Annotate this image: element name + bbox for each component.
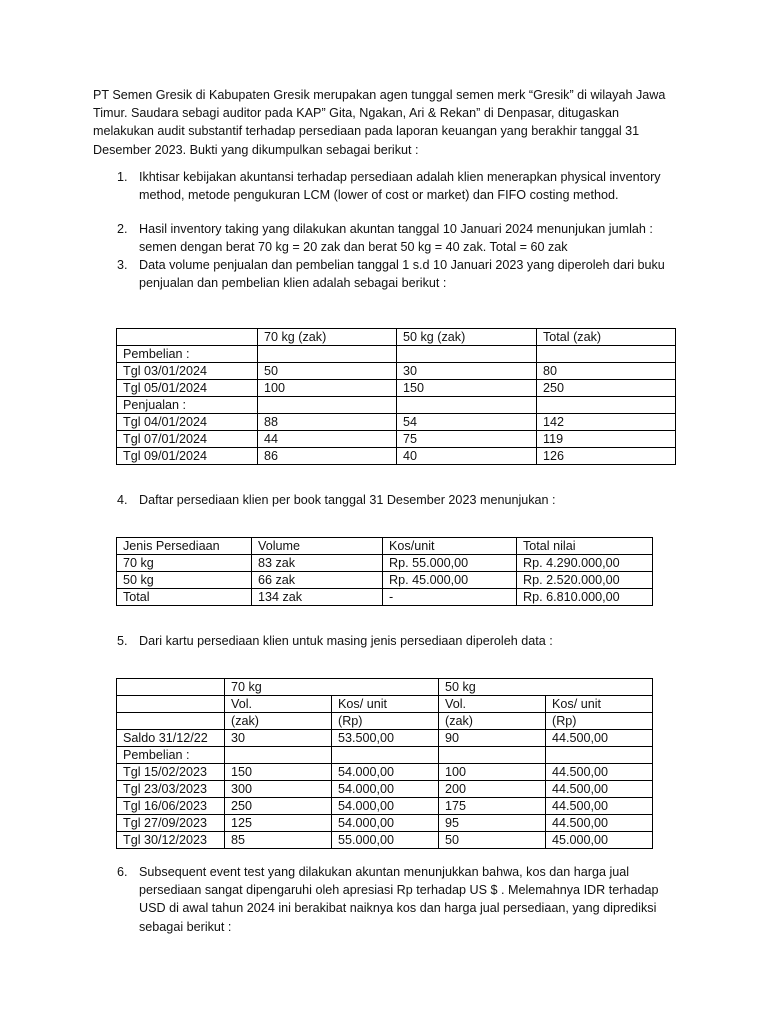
table-cell: 200: [439, 781, 546, 798]
table-cell: 44.500,00: [546, 798, 653, 815]
table-cell: Total nilai: [517, 538, 653, 555]
sales-purchase-table: [116, 328, 676, 465]
table-cell: [537, 397, 676, 414]
table-cell: 66 zak: [252, 572, 383, 589]
table-cell: Tgl 05/01/2024: [117, 380, 258, 397]
table-cell: 53.500,00: [332, 730, 439, 747]
list-item-text: Ikhtisar kebijakan akuntansi terhadap persediaan adalah klien menerapkan physical inventory method, metode pengukuran LCM (lower of cost or market) dan FIFO costing method.: [139, 170, 661, 203]
table-row: [117, 798, 653, 815]
intro-paragraph: PT Semen Gresik di Kabupaten Gresik merupakan agen tunggal semen merk “Gresik” di wilayah Jawa Timur. Saudara sebagi auditor pada KAP” Gita, Ngakan, Ari & Rekan” di Denpasar, ditugaskan melakukan audit substantif terhadap persediaan pada laporan keuangan yang berakhir tanggal 31 Desember 2023. Bukti yang dikumpulkan sebagai berikut :: [93, 88, 666, 157]
table-cell: 134 zak: [252, 589, 383, 606]
table-cell: 40: [397, 448, 537, 465]
table-row: [117, 730, 653, 747]
table-cell: Jenis Persediaan: [117, 538, 252, 555]
table-cell: 126: [537, 448, 676, 465]
table-row: [117, 555, 653, 572]
table-cell: Pembelian :: [117, 747, 225, 764]
table-cell: 50: [258, 363, 397, 380]
table-cell: [258, 397, 397, 414]
table-cell: 44.500,00: [546, 815, 653, 832]
table-row: [117, 815, 653, 832]
table-cell: 90: [439, 730, 546, 747]
list-item-number: 2.: [117, 222, 128, 236]
table-cell: 70 kg (zak): [258, 329, 397, 346]
table-cell: 30: [225, 730, 332, 747]
table-cell: 50 kg: [117, 572, 252, 589]
table-cell: (zak): [225, 713, 332, 730]
table-row: [117, 363, 676, 380]
table-cell: 70 kg: [117, 555, 252, 572]
table-row: [117, 572, 653, 589]
table-cell: Rp. 2.520.000,00: [517, 572, 653, 589]
table-row: [117, 431, 676, 448]
table-cell: 88: [258, 414, 397, 431]
table-cell: Tgl 03/01/2024: [117, 363, 258, 380]
table-cell: 55.000,00: [332, 832, 439, 849]
table-cell: [397, 346, 537, 363]
table-cell: 50 kg (zak): [397, 329, 537, 346]
table-cell: [332, 747, 439, 764]
table-cell: 300: [225, 781, 332, 798]
table-cell: Penjualan :: [117, 397, 258, 414]
table-cell: Kos/ unit: [332, 696, 439, 713]
table-cell: 75: [397, 431, 537, 448]
table-cell: Tgl 30/12/2023: [117, 832, 225, 849]
table-cell: 54.000,00: [332, 815, 439, 832]
table-cell: 95: [439, 815, 546, 832]
list-item-number: 3.: [117, 258, 128, 272]
table-row: [117, 589, 653, 606]
table-row: [117, 346, 676, 363]
table-row: [117, 764, 653, 781]
list-item-number: 4.: [117, 493, 128, 507]
table-cell: 100: [439, 764, 546, 781]
group-header-50kg: 50 kg: [439, 679, 653, 696]
table-row: [117, 832, 653, 849]
table-cell: Pembelian :: [117, 346, 258, 363]
table-cell: 85: [225, 832, 332, 849]
table-cell: 86: [258, 448, 397, 465]
list-item-number: 1.: [117, 170, 128, 184]
table-cell: Rp. 45.000,00: [383, 572, 517, 589]
table-row: [117, 448, 676, 465]
table-cell: Tgl 09/01/2024: [117, 448, 258, 465]
table-cell: [225, 747, 332, 764]
table-cell: Rp. 55.000,00: [383, 555, 517, 572]
inventory-book-table: [116, 537, 653, 606]
table-cell: 44.500,00: [546, 730, 653, 747]
list-item-number: 6.: [117, 865, 128, 879]
table-cell: 44.500,00: [546, 781, 653, 798]
table-cell: 250: [537, 380, 676, 397]
table-row: [117, 329, 676, 346]
table-cell: 54.000,00: [332, 764, 439, 781]
table-cell: (zak): [439, 713, 546, 730]
table-row: [117, 538, 653, 555]
table-cell: 125: [225, 815, 332, 832]
table-cell: [117, 679, 225, 696]
table-cell: [546, 747, 653, 764]
list-item-text: Data volume penjualan dan pembelian tanggal 1 s.d 10 Januari 2023 yang diperoleh dari buku penjualan dan pembelian klien adalah sebagai berikut :: [139, 258, 665, 291]
table-cell: 54.000,00: [332, 798, 439, 815]
table-cell: Tgl 27/09/2023: [117, 815, 225, 832]
table-cell: [258, 346, 397, 363]
table-cell: 44.500,00: [546, 764, 653, 781]
table-cell: 80: [537, 363, 676, 380]
table-row: [117, 781, 653, 798]
table-cell: Vol.: [439, 696, 546, 713]
table-cell: 44: [258, 431, 397, 448]
table-cell: Rp. 4.290.000,00: [517, 555, 653, 572]
table-cell: [117, 713, 225, 730]
table-row: [117, 414, 676, 431]
table-row: [117, 696, 653, 713]
table-cell: Rp. 6.810.000,00: [517, 589, 653, 606]
table-row: [117, 397, 676, 414]
table-cell: Tgl 07/01/2024: [117, 431, 258, 448]
table-cell: 45.000,00: [546, 832, 653, 849]
list-item-number: 5.: [117, 634, 128, 648]
table-cell: Tgl 15/02/2023: [117, 764, 225, 781]
table-cell: (Rp): [546, 713, 653, 730]
list-item-text: Dari kartu persediaan klien untuk masing jenis persediaan diperoleh data :: [139, 634, 553, 648]
table-cell: [439, 747, 546, 764]
table-cell: Volume: [252, 538, 383, 555]
table-row: [117, 713, 653, 730]
table-cell: 54: [397, 414, 537, 431]
table-cell: 150: [397, 380, 537, 397]
table-cell: [117, 329, 258, 346]
list-item-text: Daftar persediaan klien per book tanggal 31 Desember 2023 menunjukan :: [139, 493, 556, 507]
table-cell: [117, 696, 225, 713]
table-cell: (Rp): [332, 713, 439, 730]
list-item-text: Subsequent event test yang dilakukan akuntan menunjukkan bahwa, kos dan harga jual persediaan sangat dipengaruhi oleh apresiasi Rp terhadap US $ . Melemahnya IDR terhadap USD di awal tahun 2024 ini berakibat naiknya kos dan harga jual persediaan, yang diprediksi sebagai berikut :: [139, 865, 659, 934]
table-row: [117, 747, 653, 764]
table-cell: Tgl 16/06/2023: [117, 798, 225, 815]
inventory-card-table: [116, 678, 653, 849]
table-row: [117, 380, 676, 397]
table-cell: 83 zak: [252, 555, 383, 572]
table-cell: -: [383, 589, 517, 606]
table-cell: 30: [397, 363, 537, 380]
group-header-70kg: 70 kg: [225, 679, 439, 696]
table-cell: Kos/unit: [383, 538, 517, 555]
table-cell: [397, 397, 537, 414]
table-cell: Total: [117, 589, 252, 606]
table-cell: Tgl 04/01/2024: [117, 414, 258, 431]
table-cell: Total (zak): [537, 329, 676, 346]
table-cell: Saldo 31/12/22: [117, 730, 225, 747]
table-cell: 100: [258, 380, 397, 397]
table-cell: 250: [225, 798, 332, 815]
table-cell: 150: [225, 764, 332, 781]
table-cell: 119: [537, 431, 676, 448]
list-item-text: Hasil inventory taking yang dilakukan akuntan tanggal 10 Januari 2024 menunjukan jumlah : semen dengan berat 70 kg = 20 zak dan berat 50 kg = 40 zak. Total = 60 zak: [139, 222, 653, 255]
table-cell: 175: [439, 798, 546, 815]
table-cell: [537, 346, 676, 363]
table-cell: Kos/ unit: [546, 696, 653, 713]
table-cell: Vol.: [225, 696, 332, 713]
table-cell: 54.000,00: [332, 781, 439, 798]
table-cell: Tgl 23/03/2023: [117, 781, 225, 798]
table-cell: 142: [537, 414, 676, 431]
table-row: [117, 679, 653, 696]
table-cell: 50: [439, 832, 546, 849]
